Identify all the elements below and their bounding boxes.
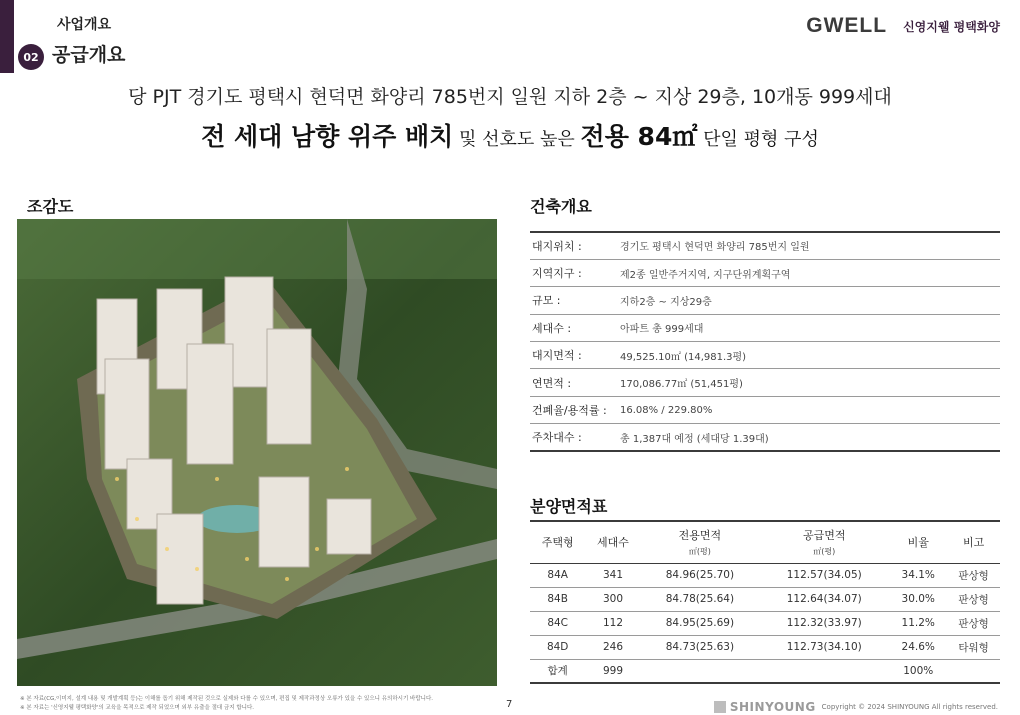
overview-label: 건폐율/용적률 : <box>532 404 607 418</box>
table-header-row <box>530 521 1000 563</box>
col-exclusive-label: 전용면적 <box>678 529 722 543</box>
cell-note: 판상형 <box>947 563 1000 587</box>
cell-supply: 112.64(34.07) <box>759 587 889 611</box>
col-note: 비고 <box>947 521 1000 563</box>
cell-type: 84C <box>530 611 585 635</box>
table-total-row <box>530 659 1000 683</box>
overview-label: 세대수 : <box>532 321 572 335</box>
headline-highlight-c: 전용 84㎡ <box>580 122 698 151</box>
col-supply-label: 공급면적 <box>802 529 846 543</box>
cell-ratio: 11.2% <box>889 611 947 635</box>
cell-ratio: 24.6% <box>889 635 947 659</box>
col-supply-unit: ㎡(평) <box>813 547 836 557</box>
copyright: Copyright © 2024 SHINYOUNG All rights reserved. <box>821 703 998 711</box>
col-exclusive-unit: ㎡(평) <box>688 547 711 557</box>
cell-type: 84B <box>530 587 585 611</box>
page-number: 7 <box>506 699 513 710</box>
cell-exclusive: 84.95(25.69) <box>641 611 760 635</box>
gwell-logo: GWELL <box>806 14 888 37</box>
col-count: 세대수 <box>585 521 640 563</box>
cell-count: 300 <box>585 587 640 611</box>
overview-label: 규모 : <box>532 294 561 308</box>
total-count: 999 <box>585 659 640 683</box>
total-type: 합계 <box>530 659 585 683</box>
brand <box>806 14 1000 38</box>
table-row <box>530 369 1000 396</box>
total-supply <box>759 659 889 683</box>
cell-supply: 112.73(34.10) <box>759 635 889 659</box>
headline-highlight-d: 단일 평형 구성 <box>697 129 819 150</box>
units-title: 분양면적표 <box>530 497 608 516</box>
cell-exclusive: 84.78(25.64) <box>641 587 760 611</box>
overview-title: 건축개요 <box>530 197 592 216</box>
total-note <box>947 659 1000 683</box>
table-row <box>530 587 1000 611</box>
aerial-title: 조감도 <box>27 197 74 216</box>
total-ratio: 100% <box>889 659 947 683</box>
section-category: 사업개요 <box>57 17 112 33</box>
headline-highlight-b: 및 선호도 높은 <box>453 129 581 150</box>
units-table <box>530 520 1000 684</box>
aerial-view-image <box>17 219 497 686</box>
overview-value: 경기도 평택시 현덕면 화양리 785번지 일원 <box>620 242 810 254</box>
table-row <box>530 287 1000 314</box>
cell-ratio: 34.1% <box>889 563 947 587</box>
table-row <box>530 232 1000 259</box>
shinyoung-mark-icon <box>714 701 726 713</box>
aerial-illustration <box>17 219 497 686</box>
table-row <box>530 563 1000 587</box>
table-row <box>530 635 1000 659</box>
footer-brand <box>714 700 998 714</box>
cell-count: 246 <box>585 635 640 659</box>
total-exclusive <box>641 659 760 683</box>
overview-value: 제2종 일반주거지역, 지구단위계획구역 <box>620 269 791 281</box>
cell-exclusive: 84.96(25.70) <box>641 563 760 587</box>
cell-note: 판상형 <box>947 587 1000 611</box>
cell-count: 341 <box>585 563 640 587</box>
overview-value: 16.08% / 229.80% <box>620 404 713 416</box>
shinyoung-logo: SHINYOUNG <box>729 700 816 714</box>
headline-summary: 당 PJT 경기도 평택시 현덕면 화양리 785번지 일원 지하 2층 ~ 지상 29층, 10개동 999세대 <box>128 86 892 108</box>
cell-note: 판상형 <box>947 611 1000 635</box>
table-row <box>530 342 1000 369</box>
overview-label: 주차대수 : <box>532 431 582 445</box>
cell-supply: 112.57(34.05) <box>759 563 889 587</box>
table-row <box>530 314 1000 341</box>
cell-exclusive: 84.73(25.63) <box>641 635 760 659</box>
overview-value: 170,086.77㎡ (51,451평) <box>620 379 743 391</box>
table-row <box>530 396 1000 423</box>
cell-type: 84A <box>530 563 585 587</box>
section-tab-bar <box>0 0 14 73</box>
col-type: 주택형 <box>530 521 585 563</box>
headline-highlight <box>0 117 1020 153</box>
cell-note: 타워형 <box>947 635 1000 659</box>
section-title: 공급개요 <box>52 44 126 66</box>
cell-count: 112 <box>585 611 640 635</box>
overview-label: 지역지구 : <box>532 267 582 281</box>
table-row <box>530 611 1000 635</box>
col-exclusive <box>641 521 760 563</box>
footnote-disclaimer: ※ 본 자료(CG,이미지, 설계 내용 및 개발계획 등)는 이해를 돕기 위해 제작된 것으로 실제와 다를 수 있으며, 편집 및 제작과정상 오류가 있을 수 있으니 유의하시기 바랍니다. <box>20 696 434 702</box>
col-supply <box>759 521 889 563</box>
table-row <box>530 424 1000 451</box>
overview-label: 연면적 : <box>532 376 572 390</box>
overview-value: 49,525.10㎡ (14,981.3평) <box>620 351 747 363</box>
overview-value: 지하2층 ~ 지상29층 <box>620 296 712 308</box>
section-number-badge: 02 <box>18 44 44 70</box>
overview-table <box>530 231 1000 452</box>
table-row <box>530 259 1000 286</box>
cell-ratio: 30.0% <box>889 587 947 611</box>
cell-supply: 112.32(33.97) <box>759 611 889 635</box>
overview-value: 총 1,387대 예정 (세대당 1.39대) <box>620 433 769 445</box>
overview-label: 대지면적 : <box>532 349 582 363</box>
footnote-confidential: ※ 본 자료는 '신영지웰 평택화양'의 교육을 목적으로 제작 되었으며 외부 유출을 절대 금지 합니다. <box>20 705 255 711</box>
overview-label: 대지위치 : <box>532 239 582 253</box>
section-tab <box>0 0 138 73</box>
headline-highlight-a: 전 세대 남향 위주 배치 <box>201 122 454 151</box>
overview-value: 아파트 총 999세대 <box>620 324 704 336</box>
cell-type: 84D <box>530 635 585 659</box>
col-ratio: 비율 <box>889 521 947 563</box>
brand-name: 신영지웰 평택화양 <box>903 19 1000 34</box>
